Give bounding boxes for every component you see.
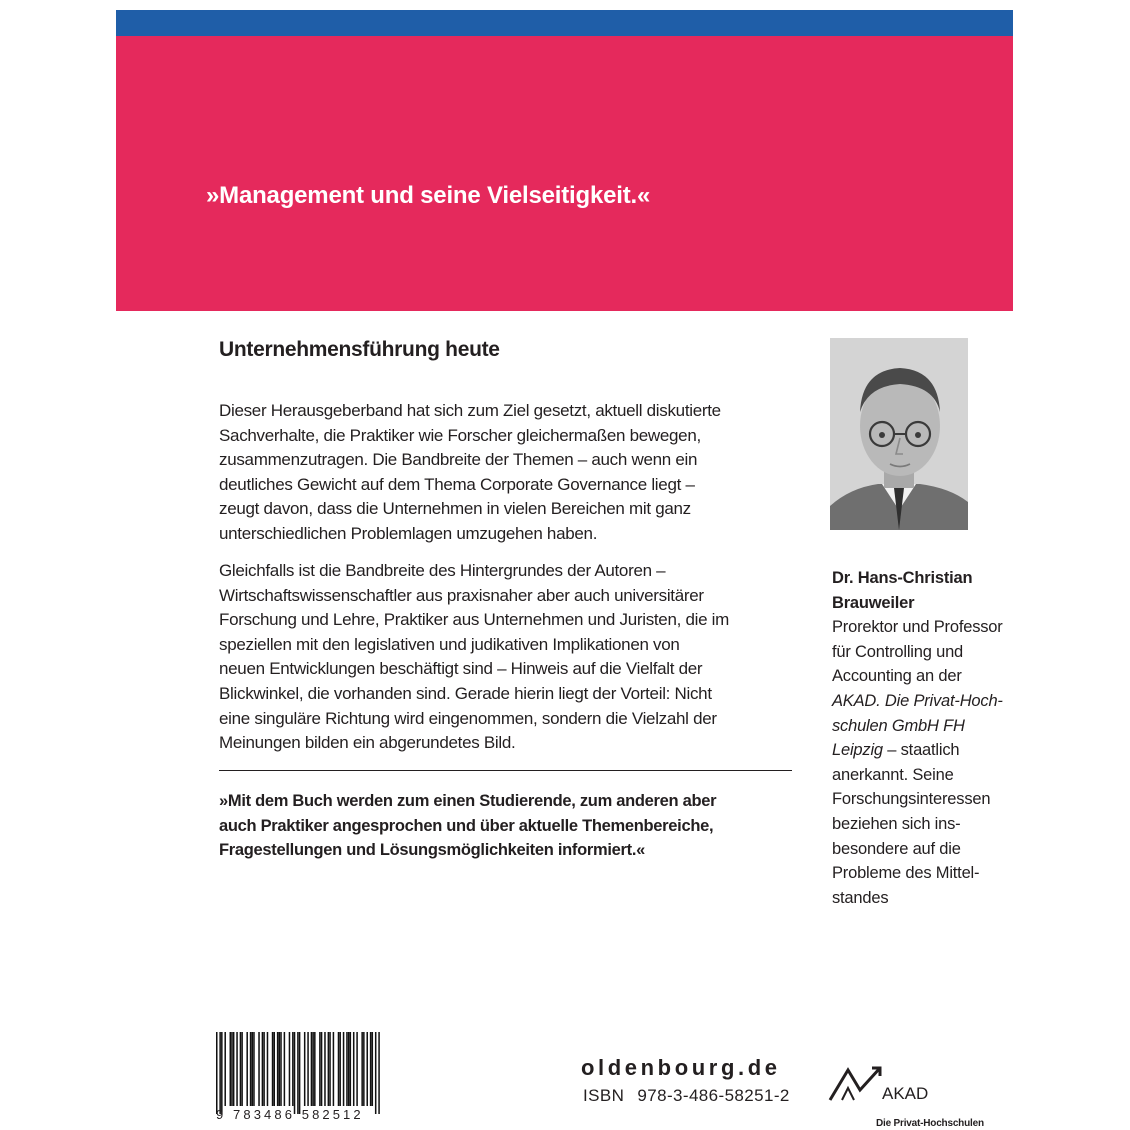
quote-line: auch Praktiker angesprochen und über aktuelle Themenbereiche, [219, 816, 714, 835]
publisher-url: oldenbourg.de [581, 1055, 781, 1080]
cover-tagline: »Management und seine Vielseitigkeit.« [206, 182, 651, 209]
isbn-line [583, 1086, 790, 1106]
text-line: Blickwinkel, die vorhanden sind. Gerade hierin liegt der Vorteil: Nicht [219, 683, 712, 703]
institution-city: Leipzig [832, 741, 883, 760]
logo-wordmark: AKAD [882, 1084, 929, 1102]
quote-line: »Mit dem Buch werden zum einen Studierende, zum anderen aber [219, 792, 717, 810]
text-line: eine singuläre Richtung wird eingenommen, sondern die Vielzahl der [219, 708, 717, 728]
author-portrait [830, 338, 968, 530]
quote-line: Fragestellungen und Lösungsmöglichkeiten informiert.« [219, 841, 645, 860]
text-line: Forschung und Lehre, Praktiker aus Unternehmen und Juristen, die im [219, 610, 730, 630]
akad-logo [828, 1066, 932, 1102]
blurb-column [219, 337, 794, 860]
portrait-illustration [830, 338, 968, 530]
logo-tagline: Die Privat-Hochschulen [876, 1118, 984, 1129]
text-line: speziellen mit den legislativen und judikativen Implikationen von [219, 634, 680, 654]
blurb-paragraph-1 [219, 399, 721, 547]
bio-line: für Controlling und [832, 642, 964, 661]
isbn-number: 978-3-486-58251-2 [637, 1086, 790, 1105]
text-line: Dieser Herausgeberband hat sich zum Ziel gesetzt, aktuell diskutierte [219, 401, 721, 420]
text-line: zusammenzutragen. Die Bandbreite der Themen – auch wenn ein [219, 450, 698, 470]
bio-line: Forschungsinteressen [832, 790, 991, 809]
barcode-number: 9 783486 582512 [216, 1107, 364, 1122]
author-block [832, 566, 1032, 910]
text-line: unterschiedlichen Problemlagen umzugehen haben. [219, 523, 598, 543]
header-band [116, 36, 1013, 311]
top-blue-band [116, 10, 1013, 36]
text-line: neuen Entwicklungen beschäftigt sind – Hinweis auf die Vielfalt der [219, 659, 703, 679]
text-line: Gleichfalls ist die Bandbreite des Hintergrundes der Autoren – [219, 561, 666, 580]
author-name-line: Dr. Hans-Christian [832, 569, 973, 587]
bio-line: beziehen sich ins- [832, 814, 961, 833]
author-name-line: Brauweiler [832, 593, 915, 612]
bio-line: Probleme des Mittel- [832, 864, 980, 883]
blurb-paragraph-2 [219, 559, 729, 756]
text-line: Wirtschaftswissenschaftler aus praxisnaher aber auch universitärer [219, 585, 704, 605]
bio-line: besondere auf die [832, 839, 961, 858]
bio-line: Prorektor und Professor [832, 618, 1003, 637]
institution-name: AKAD. Die Privat-Hoch- [832, 691, 1003, 710]
institution-name: schulen GmbH FH [832, 716, 965, 735]
text-line: Sachverhalte, die Praktiker wie Forscher gleichermaßen bewegen, [219, 425, 701, 445]
text-line: zeugt davon, dass die Unternehmen in vielen Bereichen mit ganz [219, 499, 691, 519]
pull-quote [219, 789, 716, 863]
bio-line: anerkannt. Seine [832, 765, 954, 784]
text-line: Meinungen bilden ein abgerundetes Bild. [219, 733, 516, 753]
divider-rule [219, 770, 792, 771]
bio-line: – staatlich [882, 741, 960, 760]
bio-line: Accounting an der [832, 667, 962, 686]
blurb-heading: Unternehmensführung heute [219, 338, 500, 361]
bio-line: standes [832, 888, 889, 907]
text-line: deutliches Gewicht auf dem Thema Corporate Governance liegt – [219, 474, 695, 494]
author-name [832, 566, 1032, 615]
author-bio [832, 615, 1032, 910]
book-back-cover [116, 10, 1013, 1129]
isbn-label: ISBN [583, 1086, 625, 1105]
